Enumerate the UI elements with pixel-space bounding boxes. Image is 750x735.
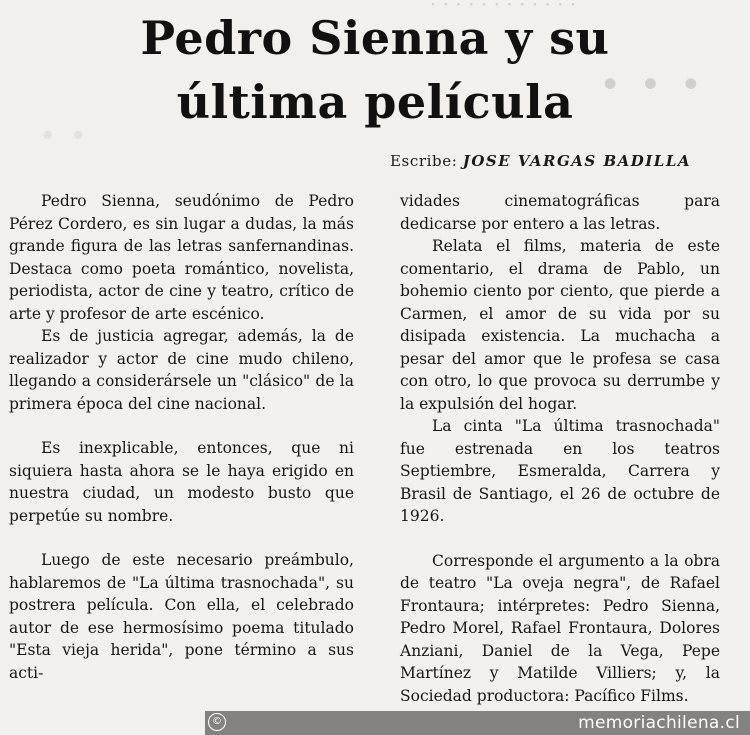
bleed-through-text: · · · — [600, 50, 701, 118]
paragraph: Luego de este necesario preámbulo, hablaremos de "La última trasnochada", su postrera película. Con ella, el celebrado autor de ese hermosísimo poema titulado "Esta vieja herida", pone término a sus acti- — [9, 551, 354, 682]
headline-line-1: Pedro Sienna y su — [140, 11, 610, 65]
paragraph: Relata el films, materia de este comentario, el drama de Pablo, un bohemio ciento por ciento, que pierde a Carmen, el amor de su vida por su disipada existencia. La muchacha a pesar del amor que le profesa se casa con otro, lo que provoca su derrumbe y la expulsión del hogar. — [400, 237, 720, 413]
right-column — [400, 190, 720, 707]
left-column — [9, 190, 354, 684]
paragraph: Es de justicia agregar, además, la de realizador y actor de cine mudo chileno, llegando a considerársele un "clásico" de la primera época del cine nacional. — [9, 327, 354, 413]
byline-prefix: Escribe: — [390, 152, 458, 170]
copyright-icon[interactable]: © — [208, 713, 226, 731]
byline-author: JOSE VARGAS BADILLA — [462, 152, 692, 170]
paragraph: vidades cinematográficas para dedicarse por entero a las letras. — [400, 192, 720, 233]
bleed-through-text: · · — [40, 110, 86, 161]
paragraph: La cinta "La última trasnochada" fue estrenada en los teatros Septiembre, Esmeralda, Carrera y Brasil de Santiago, el 26 de octubre de 1926. — [400, 417, 720, 525]
paragraph: Corresponde el argumento a la obra de teatro "La oveja negra", de Rafael Frontaura; intérpretes: Pedro Sienna, Pedro Morel, Rafael Frontaura, Dolores Anziani, Daniel de la Vega, Pepe Martínez y Matilde Villiers; y, la Sociedad productora: Pacífico Films. — [400, 551, 720, 705]
bleed-through-text: · · · · · · · · · · · · — [430, 0, 577, 16]
source-watermark-link[interactable]: memoriachilena.cl — [578, 713, 740, 733]
headline-line-2: última película — [176, 75, 574, 129]
paragraph: Pedro Sienna, seudónimo de Pedro Pérez Cordero, es sin lugar a dudas, la más grande figura de las letras sanfernandinas. Destaca como poeta romántico, novelista, periodista, actor de cine y teatro, crítico de arte y profesor de arte escénico. — [9, 192, 354, 323]
byline — [390, 152, 691, 170]
paragraph: Es inexplicable, entonces, que ni siquiera hasta ahora se le haya erigido en nuestra ciudad, un modesto busto que perpetúe su nombre. — [9, 439, 354, 525]
